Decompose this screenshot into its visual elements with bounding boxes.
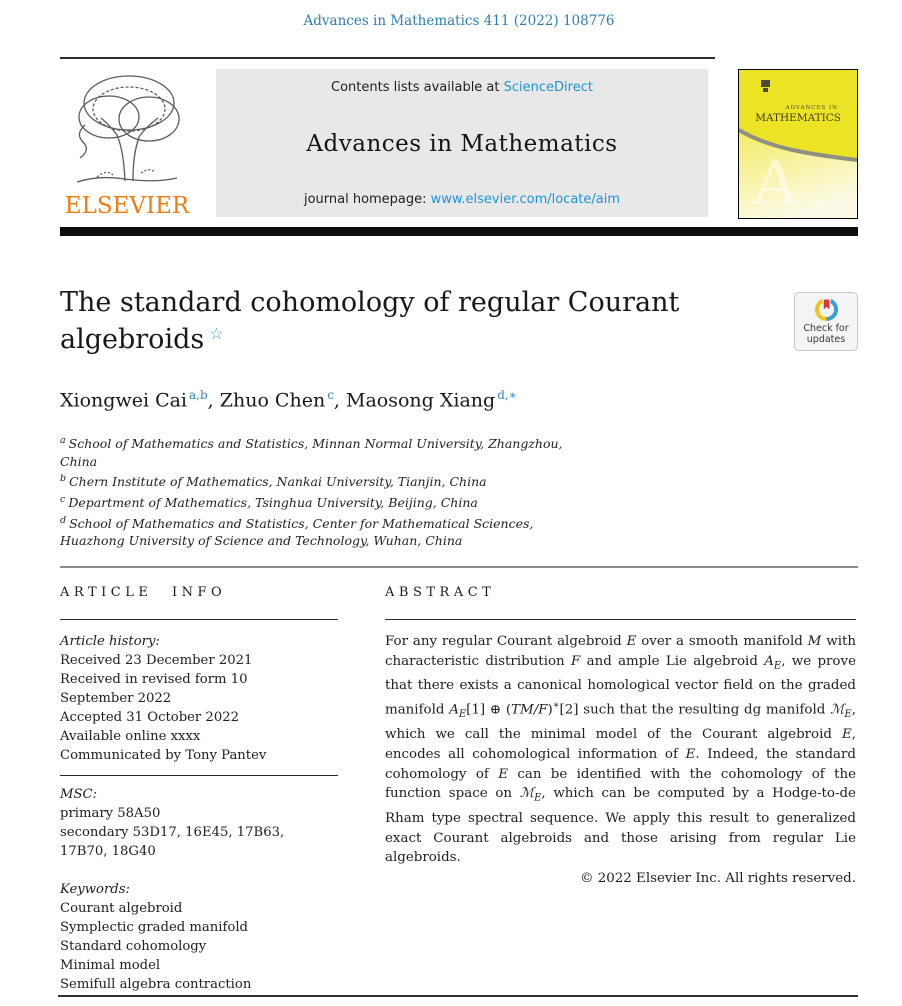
keyword-item: Semifull algebra contraction xyxy=(60,976,252,992)
contents-lists-text: Contents lists available at xyxy=(331,80,504,95)
title-line2: algebroids xyxy=(60,324,205,355)
contents-lists-line xyxy=(331,80,593,95)
journal-homepage-line xyxy=(304,192,620,207)
check-badge-line1: Check for xyxy=(803,323,849,334)
article-info-heading: ARTICLE INFO xyxy=(60,584,227,600)
journal-cover-thumbnail xyxy=(738,69,858,219)
author-affiliation-marker: d,∗ xyxy=(497,388,517,402)
author-name: Xiongwei Cai xyxy=(60,389,188,412)
header-top-rule xyxy=(60,57,715,59)
article-info-rule xyxy=(60,619,338,620)
keyword-item: Minimal model xyxy=(60,957,161,973)
page-citation: Advances in Mathematics 411 (2022) 108776 xyxy=(303,13,615,29)
cover-watermark-letter: A xyxy=(753,146,798,219)
journal-title: Advances in Mathematics xyxy=(306,130,618,157)
msc-item: secondary 53D17, 16E45, 17B63, 17B70, 18G40 xyxy=(60,824,285,859)
title-footnote-star-icon[interactable]: ☆ xyxy=(209,324,224,343)
abstract-rule xyxy=(385,619,856,620)
msc-label: MSC: xyxy=(60,786,98,802)
author-list: Xiongwei Cai $^{a,b}$, Zhuo Chen $^c$, Maosong Xiang $^{d,∗}$ xyxy=(60,388,517,412)
msc-divider-rule xyxy=(60,775,338,776)
cover-journal-line1: ADVANCES IN xyxy=(785,105,838,111)
author-affiliation-marker: a,b xyxy=(189,388,208,402)
article-info-column xyxy=(60,585,338,994)
abstract-text: For any regular Courant algebroid E over a smooth manifold M with characteristic distribution F and ample Lie algebroid $A_E$, we prove that there exists a canonical homological vector field on the graded manifold $A_E[1]$ ⊕ (TM/F)∗[2] such that the resulting dg manifold ℳ$_E$, which we call the minimal model of the Courant algebroid E, encodes all cohomological information of E. Indeed, the standard cohomology of E can be identified with the cohomology of the function space on ℳ$_E$, which can be computed by a Hodge-to-de Rham type spectral sequence. We apply this result to generalized exact Courant algebroids and those arising from regular Lie algebroids. xyxy=(385,633,857,866)
affiliation-marker: d xyxy=(60,514,67,526)
affiliation-marker: b xyxy=(60,473,67,485)
affiliation-line: $^d$ School of Mathematics and Statistics, Center for Mathematical Sciences, Huazhong University of Science and Technology, Wuhan, China xyxy=(60,514,534,549)
affiliation-list xyxy=(60,432,572,550)
affiliation-line: $^c$ Department of Mathematics, Tsinghua University, Beijing, China xyxy=(60,494,478,511)
history-item: Communicated by Tony Pantev xyxy=(60,747,267,763)
affiliation-line: $^b$ Chern Institute of Mathematics, Nankai University, Tianjin, China xyxy=(60,473,487,490)
affiliation-marker: a xyxy=(60,435,66,447)
abstract-heading: ABSTRACT xyxy=(385,584,496,600)
history-item: Received in revised form 10 September 2022 xyxy=(60,671,248,706)
elsevier-logo xyxy=(60,69,194,217)
author-name: Zhuo Chen xyxy=(219,389,326,412)
affiliation-marker: c xyxy=(60,494,66,506)
msc-list xyxy=(60,804,314,861)
keywords-list xyxy=(60,899,314,994)
sciencedirect-link[interactable]: ScienceDirect xyxy=(503,80,593,95)
affiliation-line: $^a$ School of Mathematics and Statistics, Minnan Normal University, Zhangzhou, China xyxy=(60,435,563,469)
elsevier-wordmark: ELSEVIER xyxy=(64,193,190,219)
journal-header xyxy=(60,69,858,217)
check-badge-line2: updates xyxy=(806,333,846,345)
msc-item: primary 58A50 xyxy=(60,805,161,821)
page-footer-rule xyxy=(58,995,858,997)
keyword-item: Symplectic graded manifold xyxy=(60,919,248,935)
check-for-updates-icon xyxy=(813,296,840,323)
article-title xyxy=(60,284,794,361)
journal-homepage-link[interactable]: www.elsevier.com/locate/aim xyxy=(430,192,621,207)
keyword-item: Standard cohomology xyxy=(60,938,207,954)
article-history-list xyxy=(60,651,314,765)
elsevier-tree-icon xyxy=(67,69,187,185)
homepage-label: journal homepage: xyxy=(303,192,431,207)
copyright-line: © 2022 Elsevier Inc. All rights reserved. xyxy=(580,871,856,887)
cover-journal-line2: MATHEMATICS xyxy=(755,112,841,124)
title-line1: The standard cohomology of regular Courant xyxy=(60,287,680,318)
history-item: Available online xxxx xyxy=(60,728,201,744)
history-item: Accepted 31 October 2022 xyxy=(60,709,239,725)
abstract-column xyxy=(385,585,856,994)
keyword-item: Courant algebroid xyxy=(60,900,183,916)
author-affiliation-marker: c xyxy=(327,388,334,402)
keywords-label: Keywords: xyxy=(60,881,130,897)
author-name: Maosong Xiang xyxy=(346,389,496,412)
journal-header-box xyxy=(216,69,708,217)
article-history-label: Article history: xyxy=(60,633,160,649)
history-item: Received 23 December 2021 xyxy=(60,652,253,668)
check-for-updates-badge[interactable] xyxy=(794,292,858,351)
header-bottom-rule xyxy=(60,227,858,236)
section-divider-rule xyxy=(60,566,858,568)
